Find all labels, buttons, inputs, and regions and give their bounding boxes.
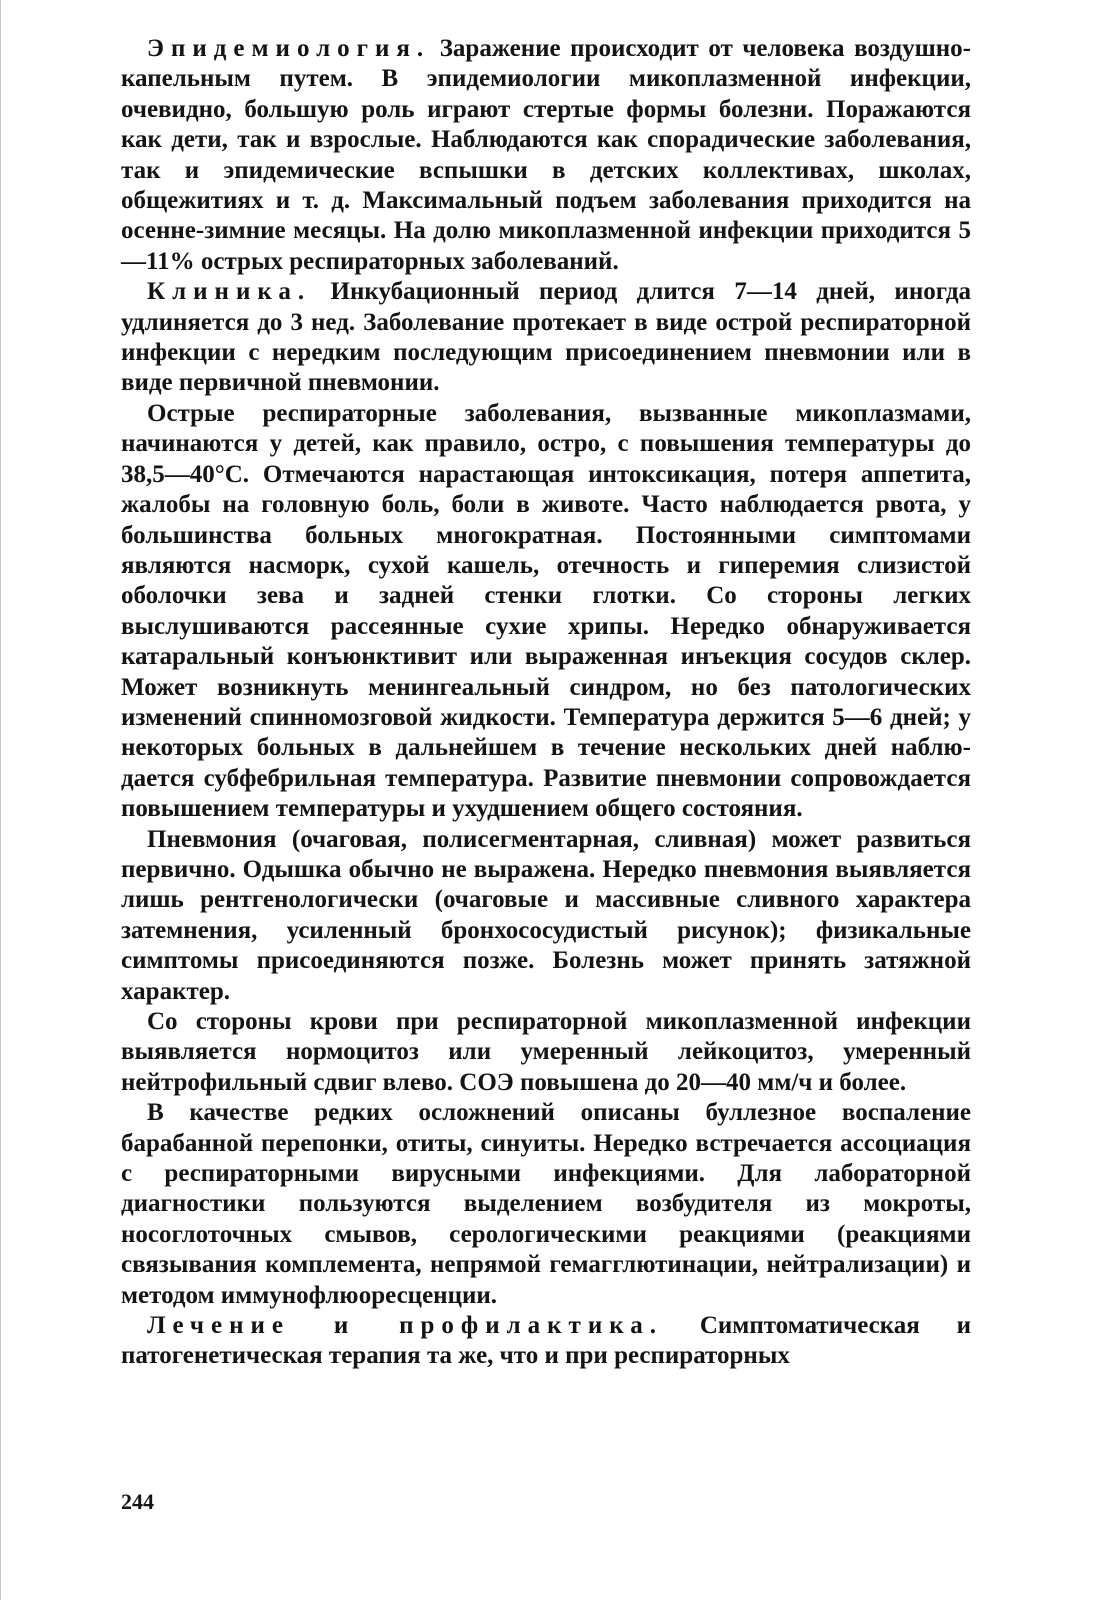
paragraph-treatment xyxy=(121,1311,971,1372)
text-column xyxy=(121,34,971,1372)
paragraph-blood xyxy=(121,1007,971,1098)
section-heading-treatment: Лечение и профилактика. xyxy=(147,1312,663,1340)
paragraph-text: Инкубационный период длится 7—14 дней, иногда удлиняется до 3 нед. Заболевание протекает в виде острой респираторной инфекции с нередким последующим присоединением пневмонии или в виде первичной пневмонии. xyxy=(121,278,971,397)
paragraph-complications xyxy=(121,1098,971,1311)
paragraph-text: Заражение происходит от человека воздушно-капельным путем. В эпидемиологии микоплазменной инфекции, очевидно, большую роль играют стертые формы болезни. Поражаются как дети, так и взрослые. Наблюдаются как спорадические заболевания, так и эпидемические вспышки в детских коллективах, школах, общежитиях и т. д. Максимальный подъем заболевания приходится на осенне-зимние месяцы. На долю микоплазменной инфекции приходится 5—11% острых респираторных заболеваний. xyxy=(121,35,971,275)
paragraph-clinic xyxy=(121,277,971,399)
paragraph-text: Острые респираторные заболевания, вызванные микоплазмами, начинаются у детей, как правило, остро, с повышения температуры до 38,5—40°С. Отмечаются нарастающая интоксикация, потеря аппетита, жалобы на головную боль, боли в животе. Часто наблюдается рвота, у большинства больных многократная. Постоянными симптомами являются насморк, сухой кашель, отечность и гиперемия слизистой оболочки зева и задней стенки глотки. Со стороны легких выслушиваются рассеянные сухие хрипы. Нередко обнаруживается катаральный конъюнктивит или выраженная инъекция сосудов склер. Может возникнуть менингеальный синдром, но без патологических изменений спинномозговой жидкости. Температура держится 5—6 дней; у некоторых больных в дальнейшем в течение нескольких дней наблюдается субфебрильная температура. Развитие пневмонии сопровождается повышением температуры и ухудшением общего состояния. xyxy=(121,399,971,823)
paragraph-acute-respiratory xyxy=(121,399,971,825)
section-heading-epidemiology: Эпидемиология. xyxy=(147,35,431,62)
paragraph-pneumonia xyxy=(121,825,971,1007)
section-heading-clinic: Клиника. xyxy=(147,278,312,306)
paragraph-text: Со стороны крови при респираторной микоплазменной инфекции выявляется нормоцитоз или умеренный лейкоцитоз, умеренный нейтрофильный сдвиг влево. СОЭ повышена до 20—40 мм/ч и более. xyxy=(121,1008,971,1096)
paragraph-epidemiology xyxy=(121,34,971,277)
paragraph-text: Пневмония (очаговая, полисегментарная, сливная) может развиться первично. Одышка обычно не выражена. Нередко пневмония выявляется лишь рентгенологически (очаговые и массивные сливного характера затемнения, усиленный бронхососудистый рисунок); физикальные симптомы присоединяются позже. Болезнь может принять затяжной характер. xyxy=(121,825,971,1005)
paragraph-text: В качестве редких осложнений описаны буллезное воспаление барабанной перепонки, отиты, синуиты. Нередко встречается ассоциация с респираторными вирусными инфекциями. Для лабораторной диагностики пользуются выделением возбудителя из мокроты, носоглоточных смывов, серологическими реакциями (реакциями связывания комплемента, непрямой гемагглютинации, нейтрализации) и методом иммунофлюоресценции. xyxy=(121,1099,971,1309)
page-number: 244 xyxy=(121,1489,154,1514)
paragraph-text: Симптоматическая и патогенетическая терапия та же, что и при респираторных xyxy=(121,1312,971,1370)
